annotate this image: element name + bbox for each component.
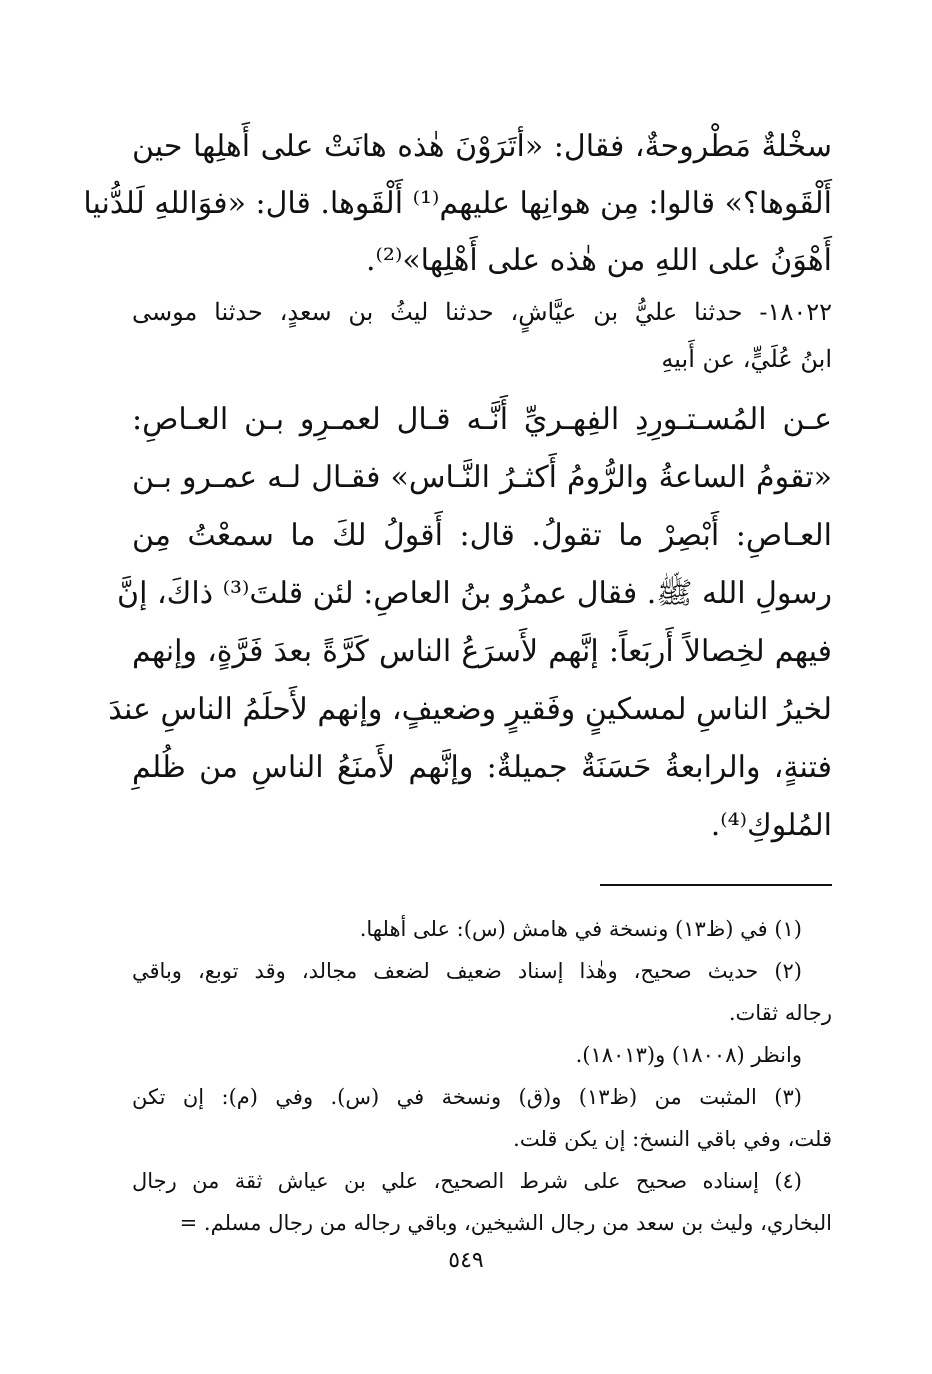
footnote-line: (٤) إسناده صحيح على شرط الصحيح، علي بن عياش ثقة من رجال — [132, 1169, 802, 1193]
text-line: لخيرُ الناسِ لمسكينٍ وفَقيرٍ وضعيفٍ، وإنهم لأَحلَمُ الناسِ عندَ — [108, 692, 832, 727]
footnote-divider — [600, 884, 832, 886]
footnote-line: البخاري، وليث بن سعد من رجال الشيخين، وباقي رجاله من رجال مسلم. = — [179, 1211, 832, 1235]
text-line: أَهْوَنُ على اللهِ من هٰذه على أَهْلِها»⁽²⁾. — [366, 243, 832, 278]
text-line: ابنُ عُلَيٍّ، عن أَبيهِ — [661, 345, 832, 373]
footnote-line: (٢) حديث صحيح، وهٰذا إسناد ضعيف لضعف مجالد، وقد توبع، وباقي — [132, 959, 802, 983]
text-line: العـاصِ: أَبْصِرْ ما تقولُ. قال: أَقولُ لكَ ما سمعْتُ مِن — [132, 518, 832, 553]
hadith-text — [108, 391, 832, 855]
footnotes — [132, 908, 832, 1244]
footnote-line: وانظر (١٨٠٠٨) و(١٨٠١٣). — [575, 1043, 802, 1067]
text-line: فيهم لخِصالاً أَربَعاً: إنَّهم لأَسرَعُ الناس كَرَّةً بعدَ فَرَّةٍ، وإنهم — [132, 634, 832, 669]
footnote-line: (١) في (ظ١٣) ونسخة في هامش (س): على أهلها. — [359, 917, 802, 941]
text-line: فتنةٍ، والرابعةُ حَسَنَةٌ جميلةٌ: وإنَّهم لأَمنَعُ الناسِ من ظُلمِ — [132, 750, 832, 785]
footnote-line: قلت، وفي باقي النسخ: إن يكن قلت. — [513, 1127, 832, 1151]
text-line: سخْلةٌ مَطْروحةٌ، فقال: «أتَرَوْنَ هٰذه هانَتْ على أَهلِها حين — [132, 129, 832, 164]
text-line: ١٨٠٢٢- حدثنا عليُّ بن عيَّاشٍ، حدثنا ليثُ بن سعدٍ، حدثنا موسى — [132, 298, 832, 326]
footnote-line: رجاله ثقات. — [728, 1001, 832, 1025]
text-line: عـن المُسـتـورِدِ الفِهـريِّ أَنَّـه قـال لعمـرِو بـن العـاصِ: — [132, 402, 832, 437]
text-line: أَلْقَوها؟» قالوا: مِن هوانِها عليهم⁽¹⁾ أَلْقَوها. قال: «فوَاللهِ لَلدُّنيا — [83, 186, 832, 221]
footnote-line: (٣) المثبت من (ظ١٣) و(ق) ونسخة في (س). وفي (م): إن تكن — [132, 1085, 802, 1109]
hadith-chain — [132, 289, 832, 383]
paragraph-continuation — [83, 118, 832, 289]
text-line: رسولِ الله ﷺ. فقال عمرُو بنُ العاصِ: لئن قلتَ⁽³⁾ ذاكَ، إنَّ — [117, 576, 832, 611]
page-number: ٥٤٩ — [448, 1248, 484, 1273]
text-line: «تقومُ الساعةُ والرُّومُ أَكثـرُ النَّـاس» فقـال لـه عمـرو بـن — [132, 460, 832, 495]
text-line: المُلوكِ⁽⁴⁾. — [710, 808, 832, 843]
